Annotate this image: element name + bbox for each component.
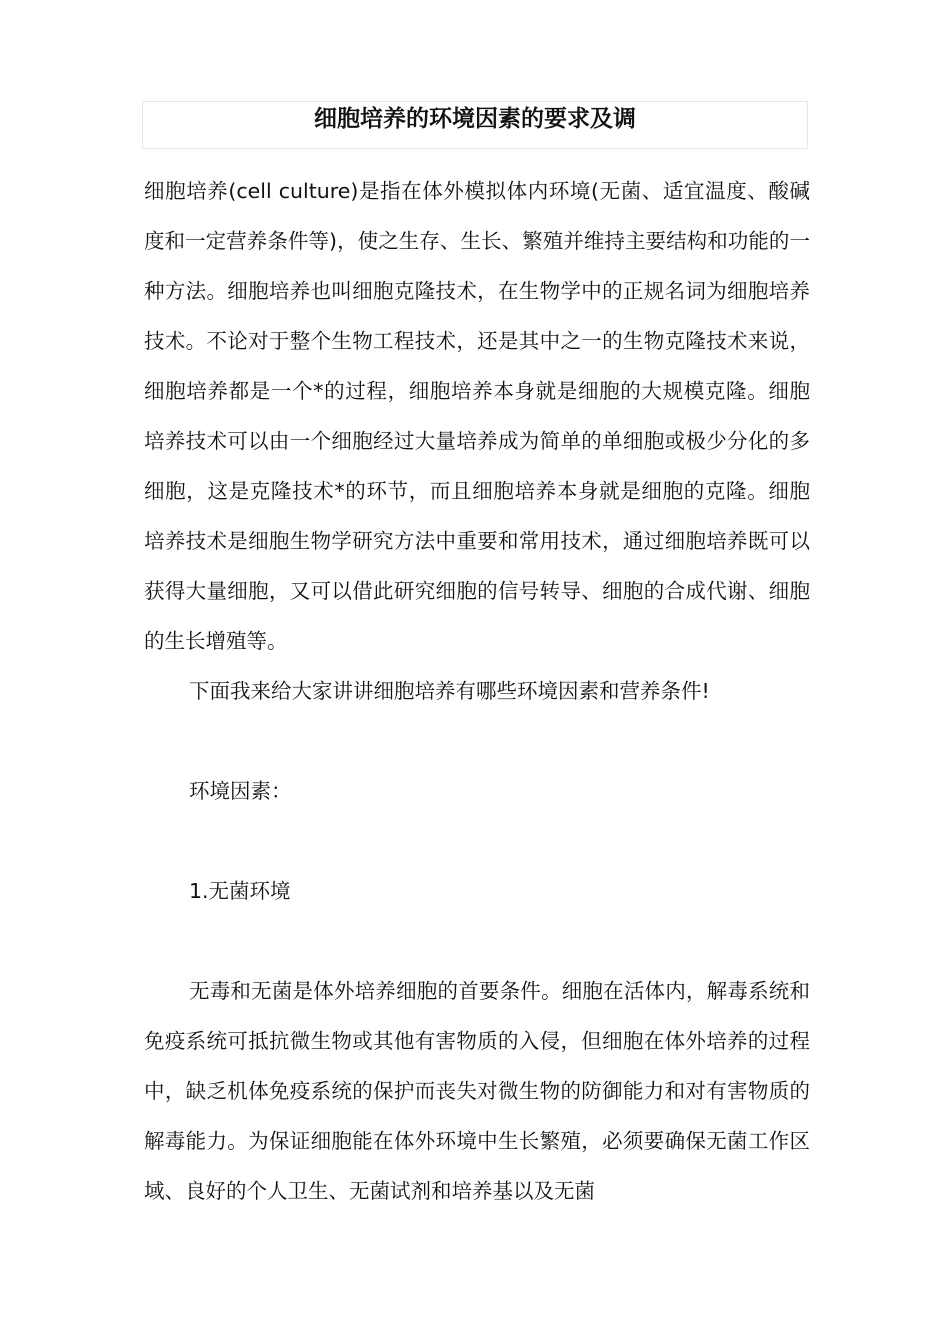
paragraph-sterile: 无毒和无菌是体外培养细胞的首要条件。细胞在活体内，解毒系统和免疫系统可抵抗微生物或其他有害物质的入侵，但细胞在体外培养的过程中，缺乏机体免疫系统的保护而丧失对微生物的防御能力和对有害物质的解毒能力。为保证细胞能在体外环境中生长繁殖，必须要确保无菌工作区域、良好的个人卫生、无菌试剂和培养基以及无菌 xyxy=(144,979,810,1203)
document-title: 细胞培养的环境因素的要求及调 xyxy=(314,106,636,132)
subsection-heading-sterile: 1.无菌环境 xyxy=(189,879,291,903)
title-box xyxy=(142,101,808,149)
paragraph-intro: 细胞培养(cell culture)是指在体外模拟体内环境(无菌、适宜温度、酸碱度和一定营养条件等)，使之生存、生长、繁殖并维持主要结构和功能的一种方法。细胞培养也叫细胞克隆技术，在生物学中的正规名词为细胞培养技术。不论对于整个生物工程技术，还是其中之一的生物克隆技术来说，细胞培养都是一个*的过程，细胞培养本身就是细胞的大规模克隆。细胞培养技术可以由一个细胞经过大量培养成为简单的单细胞或极少分化的多细胞，这是克隆技术*的环节，而且细胞培养本身就是细胞的克隆。细胞培养技术是细胞生物学研究方法中重要和常用技术，通过细胞培养既可以获得大量细胞，又可以借此研究细胞的信号转导、细胞的合成代谢、细胞的生长增殖等。 xyxy=(144,179,810,653)
paragraph-lead-in: 下面我来给大家讲讲细胞培养有哪些环境因素和营养条件! xyxy=(189,679,710,703)
document-body xyxy=(144,166,810,1216)
section-heading-environment: 环境因素： xyxy=(189,779,292,803)
